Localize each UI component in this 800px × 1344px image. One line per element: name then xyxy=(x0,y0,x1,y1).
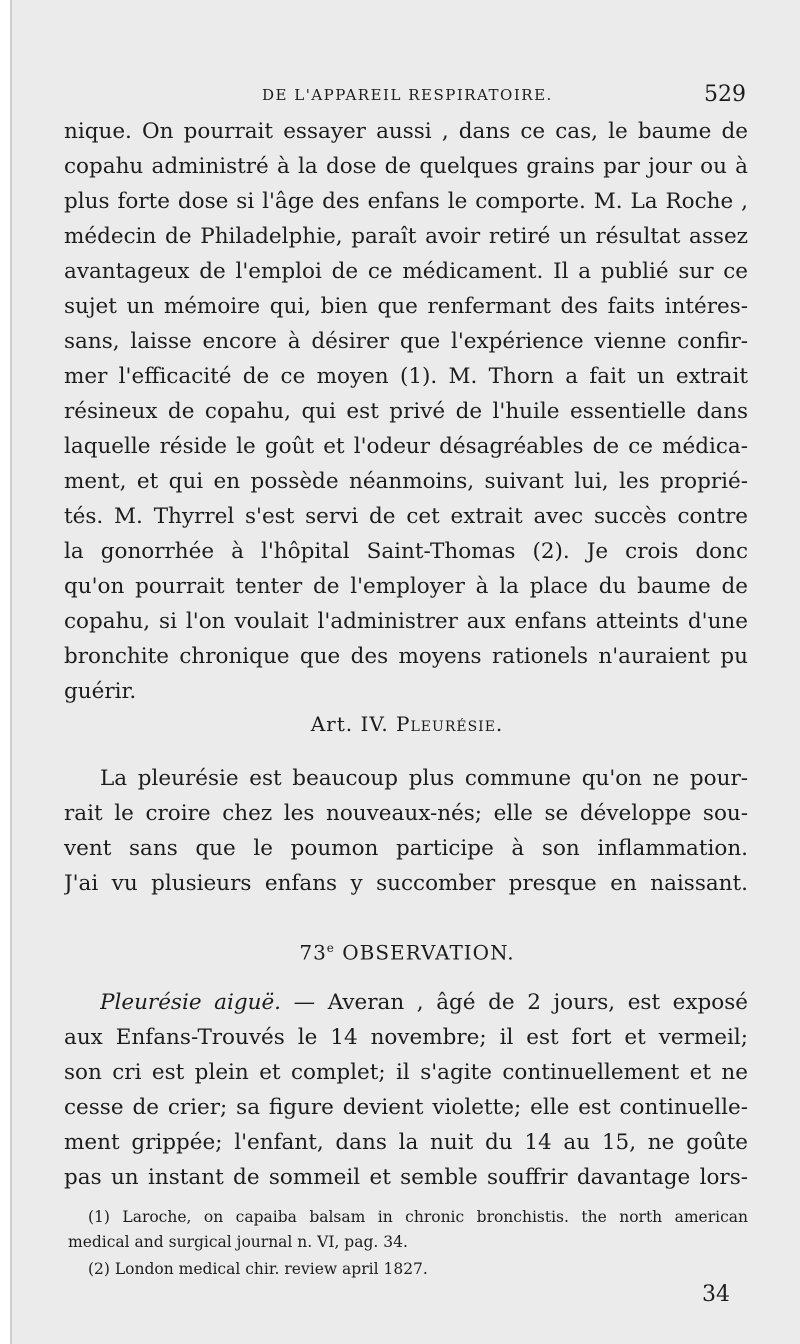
observation-number-suffix: e xyxy=(326,941,335,955)
text-line: nique. On pourrait essayer aussi , dans ce cas, le baume de xyxy=(64,119,748,144)
text-line: bronchite chronique que des moyens rationels n'auraient pu xyxy=(64,644,748,669)
text-line: son cri est plein et complet; il s'agite continuellement et ne xyxy=(64,1060,748,1085)
text-line: la gonorrhée à l'hôpital Saint-Thomas (2). Je crois donc xyxy=(64,539,748,564)
text-line: tés. M. Thyrrel s'est servi de cet extrait avec succès contre xyxy=(64,504,748,529)
page-number: 529 xyxy=(704,82,746,107)
book-page xyxy=(10,0,800,1344)
text-line: copahu administré à la dose de quelques grains par jour ou à xyxy=(64,154,748,179)
text-line: J'ai vu plusieurs enfans y succomber presque en naissant. xyxy=(64,871,748,896)
observation-lead: Pleurésie aiguë. xyxy=(100,990,282,1015)
text-line: plus forte dose si l'âge des enfans le comporte. M. La Roche , xyxy=(64,189,748,214)
footnote-1: (1) Laroche, on capaiba balsam in chronic bronchistis. the north american xyxy=(88,1208,748,1226)
text-line: sans, laisse encore à désirer que l'expérience vienne confir- xyxy=(64,329,748,354)
observation-heading xyxy=(12,933,800,968)
running-title: DE L'APPAREIL RESPIRATOIRE. xyxy=(262,86,553,104)
text-line: La pleurésie est beaucoup plus commune qu'on ne pour- xyxy=(100,766,748,791)
observation-label: OBSERVATION. xyxy=(342,940,515,965)
page-header xyxy=(12,82,800,112)
text-line: rait le croire chez les nouveaux-nés; elle se développe sou- xyxy=(64,801,748,826)
text-line: avantageux de l'emploi de ce médicament. Il a publié sur ce xyxy=(64,259,748,284)
observation-number: 73 xyxy=(299,940,327,965)
section-heading xyxy=(12,709,800,739)
text-line: qu'on pourrait tenter de l'employer à la place du baume de xyxy=(64,574,748,599)
text-line: cesse de crier; sa figure devient violette; elle est continuelle- xyxy=(64,1095,748,1120)
text-line: pas un instant de sommeil et semble souffrir davantage lors- xyxy=(64,1165,748,1190)
text-line: aux Enfans-Trouvés le 14 novembre; il est fort et vermeil; xyxy=(64,1025,748,1050)
text-line: sujet un mémoire qui, bien que renfermant des faits intéres- xyxy=(64,294,748,319)
text-line: guérir. xyxy=(64,679,137,704)
text-line: copahu, si l'on voulait l'administrer aux enfans atteints d'une xyxy=(64,609,748,634)
signature-mark: 34 xyxy=(702,1282,730,1307)
section-heading-prefix: Art. IV. xyxy=(310,712,389,736)
footnote-2: (2) London medical chir. review april 1827. xyxy=(88,1260,428,1278)
text-line: mer l'efficacité de ce moyen (1). M. Thorn a fait un extrait xyxy=(64,364,748,389)
text-line: ment, et qui en possède néanmoins, suivant lui, les proprié- xyxy=(64,469,748,494)
text-line: médecin de Philadelphie, paraît avoir retiré un résultat assez xyxy=(64,224,748,249)
text-line: — Averan , âgé de 2 jours, est exposé xyxy=(293,990,748,1015)
text-line-with-lead xyxy=(100,986,748,1020)
footnote-1-continued: medical and surgical journal n. VI, pag. 34. xyxy=(68,1233,408,1251)
text-line: vent sans que le poumon participe à son inflammation. xyxy=(64,836,748,861)
text-line: résineux de copahu, qui est privé de l'huile essentielle dans xyxy=(64,399,748,424)
section-heading-title: Pleurésie. xyxy=(396,712,504,736)
text-line: laquelle réside le goût et l'odeur désagréables de ce médica- xyxy=(64,434,748,459)
text-line: ment grippée; l'enfant, dans la nuit du 14 au 15, ne goûte xyxy=(64,1130,748,1155)
